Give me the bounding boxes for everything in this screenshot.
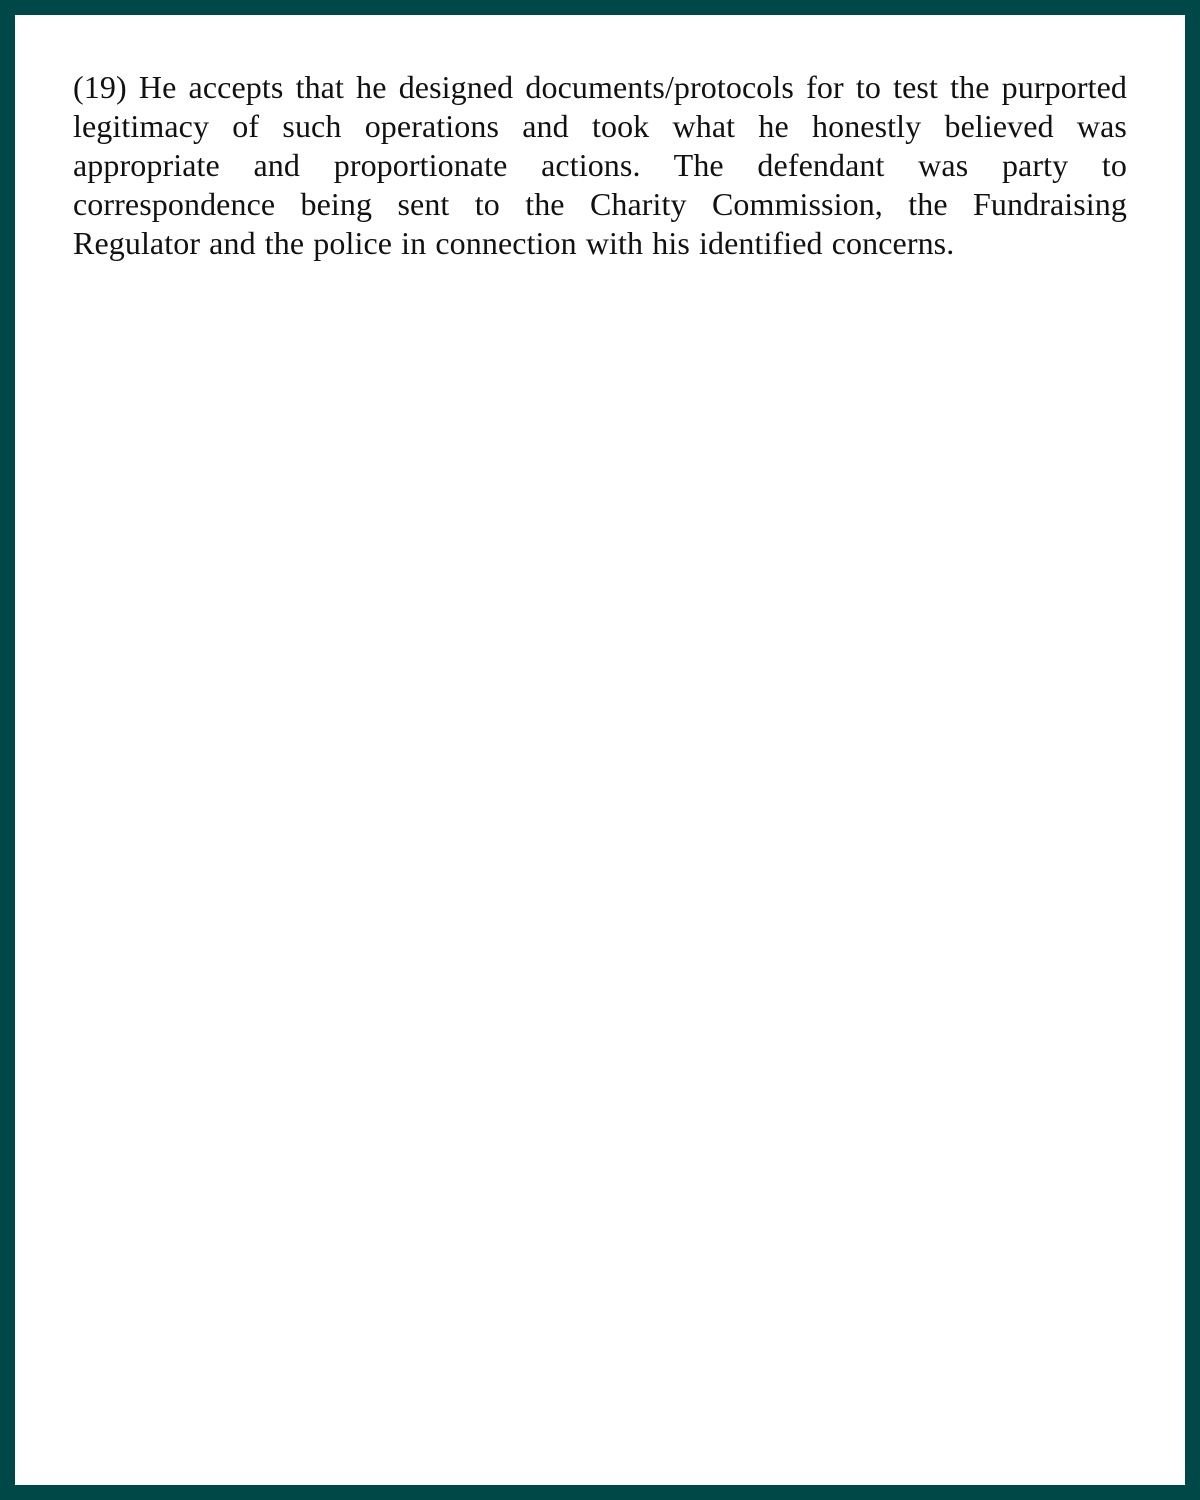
document-content <box>73 68 1127 263</box>
paragraph-19: (19) He accepts that he designed documents/protocols for to test the purported legitimacy of such operations and took what he honestly believed was appropriate and proportionate actions. The defendant was party to correspondence being sent to the Charity Commission, the Fundraising Regulator and the police in connection with his identified concerns. <box>73 69 1127 261</box>
